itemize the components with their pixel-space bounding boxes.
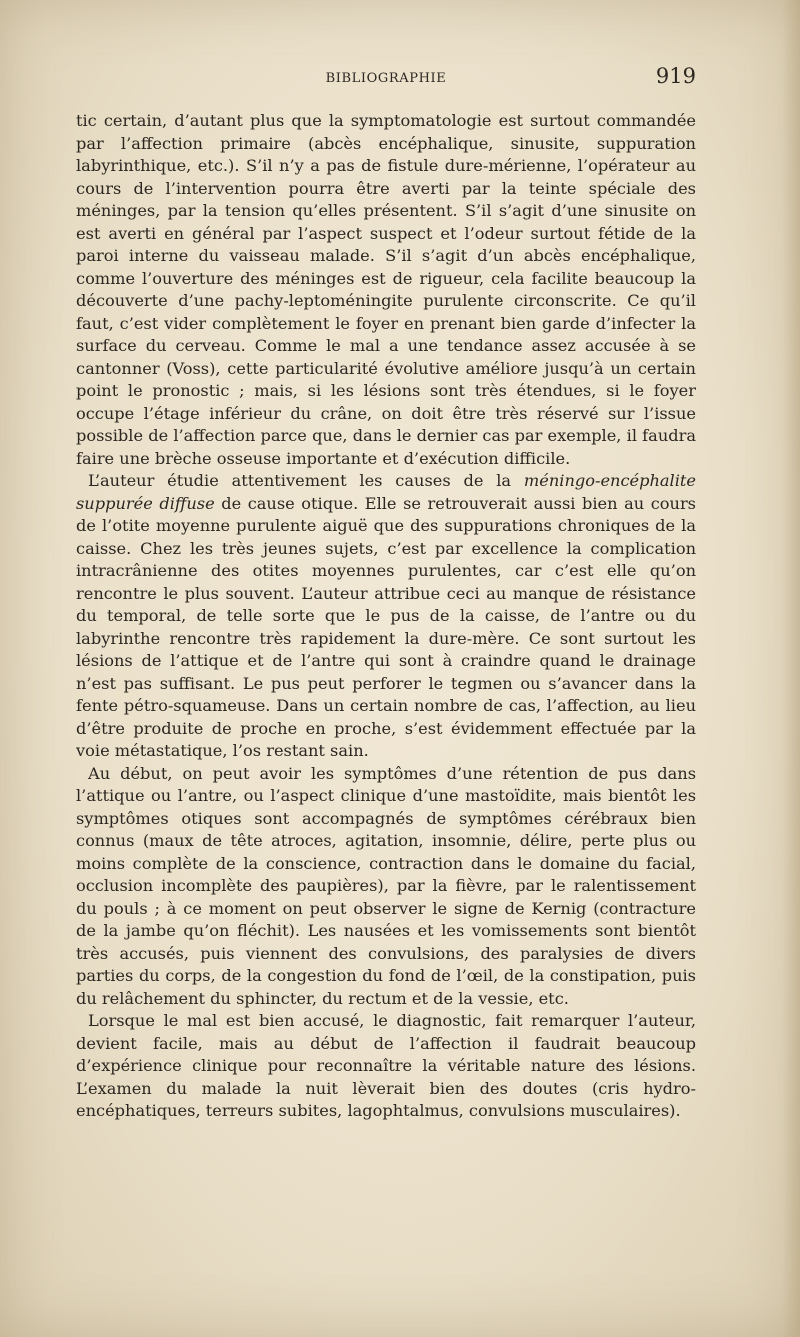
running-head: BIBLIOGRAPHIE — [325, 71, 447, 86]
disease-term-emphasis: méningo-encéphalite suppurée diffuse — [76, 471, 696, 513]
paragraph-2-text-start: L’auteur étudie attentivement les causes de la — [88, 471, 524, 490]
body-text — [76, 110, 696, 1123]
page-header — [76, 64, 696, 94]
paragraph-2 — [76, 470, 696, 763]
paragraph-3: Au début, on peut avoir les symptômes d’une rétention de pus dans l’attique ou l’antre, ou l’aspect clinique d’une mastoïdite, mais bientôt les symptômes otiques sont accompagnés de symptômes cérébraux bien connus (maux de tête atroces, agitation, insomnie, délire, perte plus ou moins complète de la conscience, contraction dans le domaine du facial, occlusion incomplète des paupières), par la fièvre, par le ralentissement du pouls ; à ce moment on peut observer le signe de Kernig (contracture de la jambe qu’on fléchit). Les nausées et les vomissements sont bientôt très accusés, puis viennent des convulsions, des paralysies de divers parties du corps, de la congestion du fond de l’œil, de la constipation, puis du relâchement du sphincter, du rectum et de la vessie, etc. — [76, 763, 696, 1008]
paragraph-2-text-end: de cause otique. Elle se retrouverait aussi bien au cours de l’otite moyenne purulente aiguë que des suppurations chroniques de la caisse. Chez les très jeunes sujets, c’est par excellence la complication intracrânienne des otites moyennes purulentes, car c’est elle qu’on rencontre le plus souvent. L’auteur attribue ceci au manque de résistance du temporal, de telle sorte que le pus de la caisse, de l’antre ou du labyrinthe rencontre très rapidement la dure-mère. Ce sont surtout les lésions de l’attique et de l’antre qui sont à craindre quand le drainage n’est pas suffisant. Le pus peut perforer le tegmen ou s’avancer dans la fente pétro-squameuse. Dans un certain nombre de cas, l’affection, au lieu d’être produite de proche en proche, s’est évidemment effectuée par la voie métastatique, l’os restant sain. — [76, 493, 696, 760]
page-number: 919 — [655, 64, 696, 88]
paragraph-4: Lorsque le mal est bien accusé, le diagnostic, fait remarquer l’auteur, devient facile, mais au début de l’affection il faudrait beaucoup d’expérience clinique pour reconnaître la véritable nature des lésions. L’examen du malade la nuit lèverait bien des doutes (cris hydro-encéphatiques, terreurs subites, lagophtalmus, convulsions musculaires). — [76, 1011, 696, 1120]
paragraph-1: tic certain, d’autant plus que la symptomatologie est surtout commandée par l’affection primaire (abcès encéphalique, sinusite, suppuration labyrinthique, etc.). S’il n’y a pas de fistule dure-mérienne, l’opérateur au cours de l’intervention pourra être averti par la teinte spéciale des méninges, par la tension qu’elles présentent. S’il s’agit d’une sinusite on est averti en général par l’aspect suspect et l’odeur surtout fétide de la paroi interne du vaisseau malade. S’il s’agit d’un abcès encéphalique, comme l’ouverture des méninges est de rigueur, cela facilite beaucoup la découverte d’une pachy-leptoméningite purulente circonscrite. Ce qu’il faut, c’est vider complètement le foyer en prenant bien garde d’infecter la surface du cerveau. Comme le mal a une tendance assez accusée à se cantonner (Voss), cette particularité évolutive améliore jusqu’à un certain point le pronostic ; mais, si les lésions sont très étendues, si le foyer occupe l’étage inférieur du crâne, on doit être très réservé sur l’issue possible de l’affection parce que, dans le dernier cas par exemple, il faudra faire une brèche osseuse importante et d’exécution difficile. — [76, 111, 696, 468]
